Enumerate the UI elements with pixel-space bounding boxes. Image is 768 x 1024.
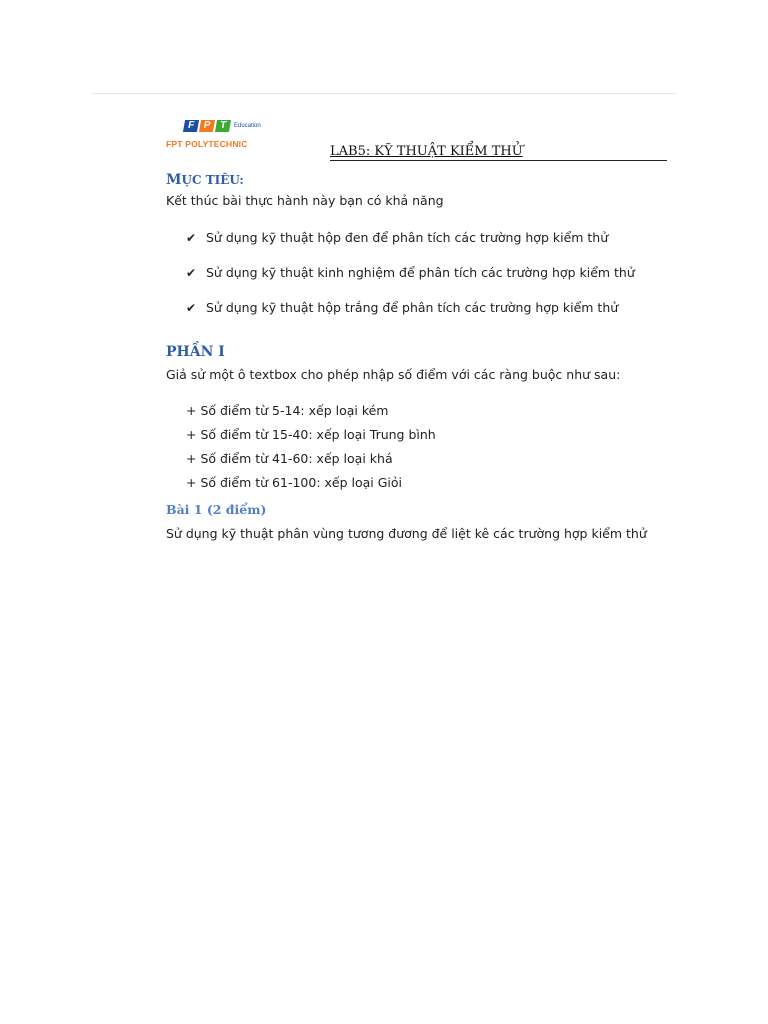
logo-letter-f: F <box>183 120 199 132</box>
objective-item-3 <box>186 300 618 315</box>
logo-letter-p: P <box>199 120 215 132</box>
objective-heading-initial: M <box>166 172 182 188</box>
check-icon: ✔ <box>186 301 197 315</box>
fpt-logo-mark <box>184 120 230 132</box>
objective-item-text: Sử dụng kỹ thuật hộp trắng để phân tích các trường hợp kiểm thử <box>206 300 619 315</box>
objective-intro: Kết thúc bài thực hành này bạn có khả năng <box>166 193 444 208</box>
page-top-divider <box>92 93 676 94</box>
score-rule-3: + Số điểm từ 41-60: xếp loại khá <box>186 451 393 466</box>
fpt-polytechnic-logo <box>166 120 266 154</box>
objective-item-text: Sử dụng kỹ thuật kinh nghiệm để phân tích các trường hợp kiểm thử <box>206 265 635 280</box>
title-underline-rule <box>330 160 667 161</box>
objective-heading <box>166 172 244 188</box>
objective-item-1 <box>186 230 608 245</box>
exercise-1-text: Sử dụng kỹ thuật phân vùng tương đương để liệt kê các trường hợp kiểm thử <box>166 526 647 541</box>
part-1-intro: Giả sử một ô textbox cho phép nhập số điểm với các ràng buộc như sau: <box>166 367 621 382</box>
check-icon: ✔ <box>186 231 197 245</box>
score-rule-1: + Số điểm từ 5-14: xếp loại kém <box>186 403 389 418</box>
objective-heading-rest: ỤC TIÊU: <box>181 173 244 187</box>
exercise-1-heading: Bài 1 (2 điểm) <box>166 502 267 517</box>
objective-item-text: Sử dụng kỹ thuật hộp đen để phân tích các trường hợp kiểm thử <box>206 230 609 245</box>
logo-brand-name: FPT POLYTECHNIC <box>166 139 248 149</box>
check-icon: ✔ <box>186 266 197 280</box>
logo-letter-t: T <box>215 120 231 132</box>
objective-item-2 <box>186 265 635 280</box>
part-1-heading: PHẦN I <box>166 344 225 360</box>
score-rule-2: + Số điểm từ 15-40: xếp loại Trung bình <box>186 427 436 442</box>
logo-education-label: Education <box>234 123 261 129</box>
document-title: LAB5: KỸ THUẬT KIỂM THỬ <box>330 144 523 159</box>
score-rule-4: + Số điểm từ 61-100: xếp loại Giỏi <box>186 475 403 490</box>
